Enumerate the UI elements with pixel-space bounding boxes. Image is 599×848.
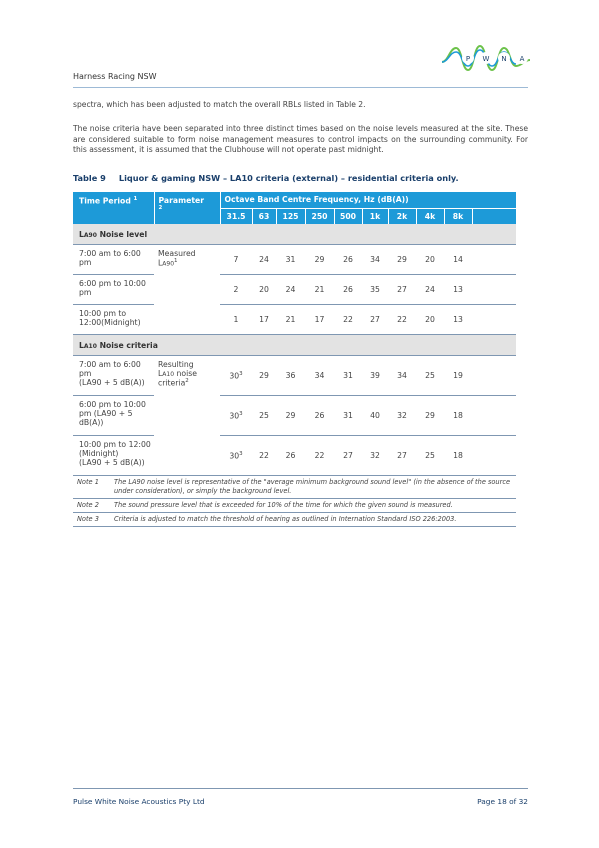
table-number: Table 9 bbox=[73, 173, 106, 183]
value-cell bbox=[220, 356, 252, 396]
footer-divider bbox=[73, 788, 528, 789]
table-caption bbox=[73, 173, 459, 183]
value-cell: 17 bbox=[305, 305, 334, 335]
value-cell: 27 bbox=[388, 275, 416, 305]
column-header-parameter bbox=[154, 192, 220, 224]
freq-label: 500 bbox=[334, 208, 362, 224]
table-notes bbox=[73, 476, 516, 527]
table-row bbox=[73, 396, 516, 436]
section-header-la10 bbox=[73, 335, 516, 356]
pwna-logo bbox=[440, 40, 532, 76]
value-cell: 34 bbox=[362, 245, 388, 275]
table-row bbox=[73, 245, 516, 275]
value-cell: 29 bbox=[388, 245, 416, 275]
value-cell: 22 bbox=[388, 305, 416, 335]
value-cell: 36 bbox=[276, 356, 305, 396]
paragraph-criteria: The noise criteria have been separated into three distinct times based on the noise levels measured at the site. These are considered suitable to form noise management measures to control impacts on the surrounding community. For this assessment, it is assumed that the Clubhouse will not operate past midnight. bbox=[73, 124, 528, 154]
value-cell: 31 bbox=[276, 245, 305, 275]
table-row bbox=[73, 305, 516, 335]
value-cell-blank bbox=[472, 356, 516, 396]
value-text: 30 bbox=[229, 371, 240, 381]
value-cell: 22 bbox=[305, 436, 334, 476]
value-cell: 29 bbox=[252, 356, 276, 396]
param-sup: 2 bbox=[185, 378, 189, 384]
value-cell: 24 bbox=[276, 275, 305, 305]
section-title-pre: L bbox=[79, 340, 84, 350]
section-title bbox=[73, 224, 516, 245]
value-cell: 26 bbox=[334, 245, 362, 275]
table-row bbox=[73, 275, 516, 305]
note-text: The sound pressure level that is exceeded for 10% of the time for which the given sound is measured. bbox=[114, 501, 453, 509]
note-item bbox=[73, 513, 516, 527]
value-cell: 2 bbox=[220, 275, 252, 305]
time-period-cell bbox=[73, 436, 154, 476]
value-sup: 3 bbox=[239, 370, 243, 377]
logo-letter: P bbox=[465, 55, 471, 63]
table-row bbox=[73, 436, 516, 476]
logo-letter: A bbox=[519, 55, 525, 63]
freq-label: 4k bbox=[416, 208, 444, 224]
value-cell: 20 bbox=[416, 305, 444, 335]
freq-label: 1k bbox=[362, 208, 388, 224]
param-header-label: Parameter bbox=[158, 196, 204, 205]
value-cell: 27 bbox=[334, 436, 362, 476]
freq-label: 8k bbox=[444, 208, 472, 224]
freq-label: 125 bbox=[276, 208, 305, 224]
freq-label: 31.5 bbox=[220, 208, 252, 224]
table-row bbox=[73, 356, 516, 396]
value-cell: 29 bbox=[305, 245, 334, 275]
param-sub: A10 bbox=[162, 371, 175, 378]
value-sup: 3 bbox=[239, 410, 243, 417]
value-cell-blank bbox=[472, 275, 516, 305]
column-header-frequency: Octave Band Centre Frequency, Hz (dB(A)) bbox=[220, 192, 516, 208]
value-cell bbox=[220, 436, 252, 476]
param-line: criteria bbox=[158, 378, 186, 388]
value-text: 30 bbox=[229, 411, 240, 421]
section-title-post: Noise level bbox=[96, 229, 148, 239]
parameter-cell bbox=[154, 356, 220, 476]
value-cell: 34 bbox=[388, 356, 416, 396]
paragraph-intro: spectra, which has been adjusted to match the overall RBLs listed in Table 2. bbox=[73, 100, 366, 109]
value-cell: 26 bbox=[305, 396, 334, 436]
note-label: Note 1 bbox=[77, 478, 99, 486]
value-cell: 17 bbox=[252, 305, 276, 335]
value-cell: 26 bbox=[276, 436, 305, 476]
param-pre: L bbox=[158, 369, 163, 378]
table-title: Liquor & gaming NSW – LA10 criteria (external) – residential criteria only. bbox=[118, 173, 459, 183]
column-header-time bbox=[73, 192, 154, 224]
value-cell: 21 bbox=[305, 275, 334, 305]
header-divider bbox=[73, 87, 528, 88]
note-item bbox=[73, 476, 516, 499]
value-cell: 26 bbox=[334, 275, 362, 305]
value-cell: 31 bbox=[334, 356, 362, 396]
parameter-cell bbox=[154, 245, 220, 335]
value-cell-blank bbox=[472, 245, 516, 275]
logo-letter: W bbox=[482, 55, 490, 63]
value-cell-blank bbox=[472, 396, 516, 436]
value-cell: 20 bbox=[252, 275, 276, 305]
value-cell: 32 bbox=[362, 436, 388, 476]
value-cell: 34 bbox=[305, 356, 334, 396]
value-cell: 18 bbox=[444, 396, 472, 436]
param-sup: 1 bbox=[174, 258, 178, 264]
value-cell: 13 bbox=[444, 305, 472, 335]
value-cell: 25 bbox=[252, 396, 276, 436]
value-cell: 22 bbox=[334, 305, 362, 335]
value-cell: 7 bbox=[220, 245, 252, 275]
param-pre: L bbox=[158, 258, 163, 268]
time-period-cell: 6:00 pm to 10:00 pm (LA90 + 5 dB(A)) bbox=[73, 396, 154, 436]
note-text: The LA90 noise level is representative of the "average minimum background sound level" (in the absence of the source under consideration), or simply the background level. bbox=[114, 478, 511, 495]
time-header-label: Time Period bbox=[79, 196, 131, 206]
value-cell: 14 bbox=[444, 245, 472, 275]
section-header-la90 bbox=[73, 224, 516, 245]
value-cell: 19 bbox=[444, 356, 472, 396]
value-cell-blank bbox=[472, 305, 516, 335]
value-cell: 25 bbox=[416, 356, 444, 396]
footer-page-number: Page 18 of 32 bbox=[477, 797, 528, 806]
value-cell: 22 bbox=[252, 436, 276, 476]
freq-label: 2k bbox=[388, 208, 416, 224]
value-cell: 20 bbox=[416, 245, 444, 275]
value-cell bbox=[220, 396, 252, 436]
time-period-cell: 6:00 pm to 10:00 pm bbox=[73, 275, 154, 305]
value-cell: 24 bbox=[252, 245, 276, 275]
param-post: noise bbox=[174, 369, 197, 378]
freq-label-blank bbox=[472, 208, 516, 224]
value-cell: 24 bbox=[416, 275, 444, 305]
note-text: Criteria is adjusted to match the threshold of hearing as outlined in Internation Standard ISO 226:2003. bbox=[114, 515, 457, 523]
footer-company: Pulse White Noise Acoustics Pty Ltd bbox=[73, 797, 205, 806]
time-period-cell: 7:00 am to 6:00 pm bbox=[73, 245, 154, 275]
value-cell: 31 bbox=[334, 396, 362, 436]
param-sub: A90 bbox=[162, 260, 175, 268]
note-label: Note 3 bbox=[77, 515, 99, 523]
note-item bbox=[73, 499, 516, 513]
time-period-cell: 10:00 pm to 12:00(Midnight) bbox=[73, 305, 154, 335]
time-suffix: (LA90 + 5 dB(A)) bbox=[79, 378, 145, 387]
time-text: 10:00 pm to 12:00 (Midnight) bbox=[79, 440, 151, 458]
section-title bbox=[73, 335, 516, 356]
value-cell: 21 bbox=[276, 305, 305, 335]
freq-label: 63 bbox=[252, 208, 276, 224]
section-title-sub: A10 bbox=[83, 342, 97, 350]
param-header-sup: 2 bbox=[158, 205, 163, 211]
section-title-sub: A90 bbox=[83, 231, 97, 239]
value-text: 30 bbox=[229, 451, 240, 461]
note-label: Note 2 bbox=[77, 501, 99, 509]
value-cell: 39 bbox=[362, 356, 388, 396]
value-cell: 32 bbox=[388, 396, 416, 436]
value-cell: 35 bbox=[362, 275, 388, 305]
section-title-pre: L bbox=[79, 229, 84, 239]
criteria-table bbox=[73, 192, 516, 476]
value-cell: 1 bbox=[220, 305, 252, 335]
time-suffix: (LA90 + 5 dB(A)) bbox=[79, 458, 145, 467]
value-cell: 25 bbox=[416, 436, 444, 476]
value-cell: 40 bbox=[362, 396, 388, 436]
value-cell: 18 bbox=[444, 436, 472, 476]
value-cell-blank bbox=[472, 436, 516, 476]
freq-label: 250 bbox=[305, 208, 334, 224]
logo-letter: N bbox=[501, 55, 507, 63]
time-period-cell bbox=[73, 356, 154, 396]
value-cell: 29 bbox=[416, 396, 444, 436]
time-header-sup: 1 bbox=[133, 196, 138, 202]
section-title-post: Noise criteria bbox=[96, 340, 158, 350]
param-line: Measured bbox=[158, 249, 196, 258]
value-sup: 3 bbox=[239, 450, 243, 457]
param-line: Resulting bbox=[158, 360, 194, 369]
time-text: 7:00 am to 6:00 pm bbox=[79, 360, 141, 378]
value-cell: 13 bbox=[444, 275, 472, 305]
header-org-name: Harness Racing NSW bbox=[73, 72, 157, 81]
value-cell: 27 bbox=[362, 305, 388, 335]
value-cell: 29 bbox=[276, 396, 305, 436]
value-cell: 27 bbox=[388, 436, 416, 476]
